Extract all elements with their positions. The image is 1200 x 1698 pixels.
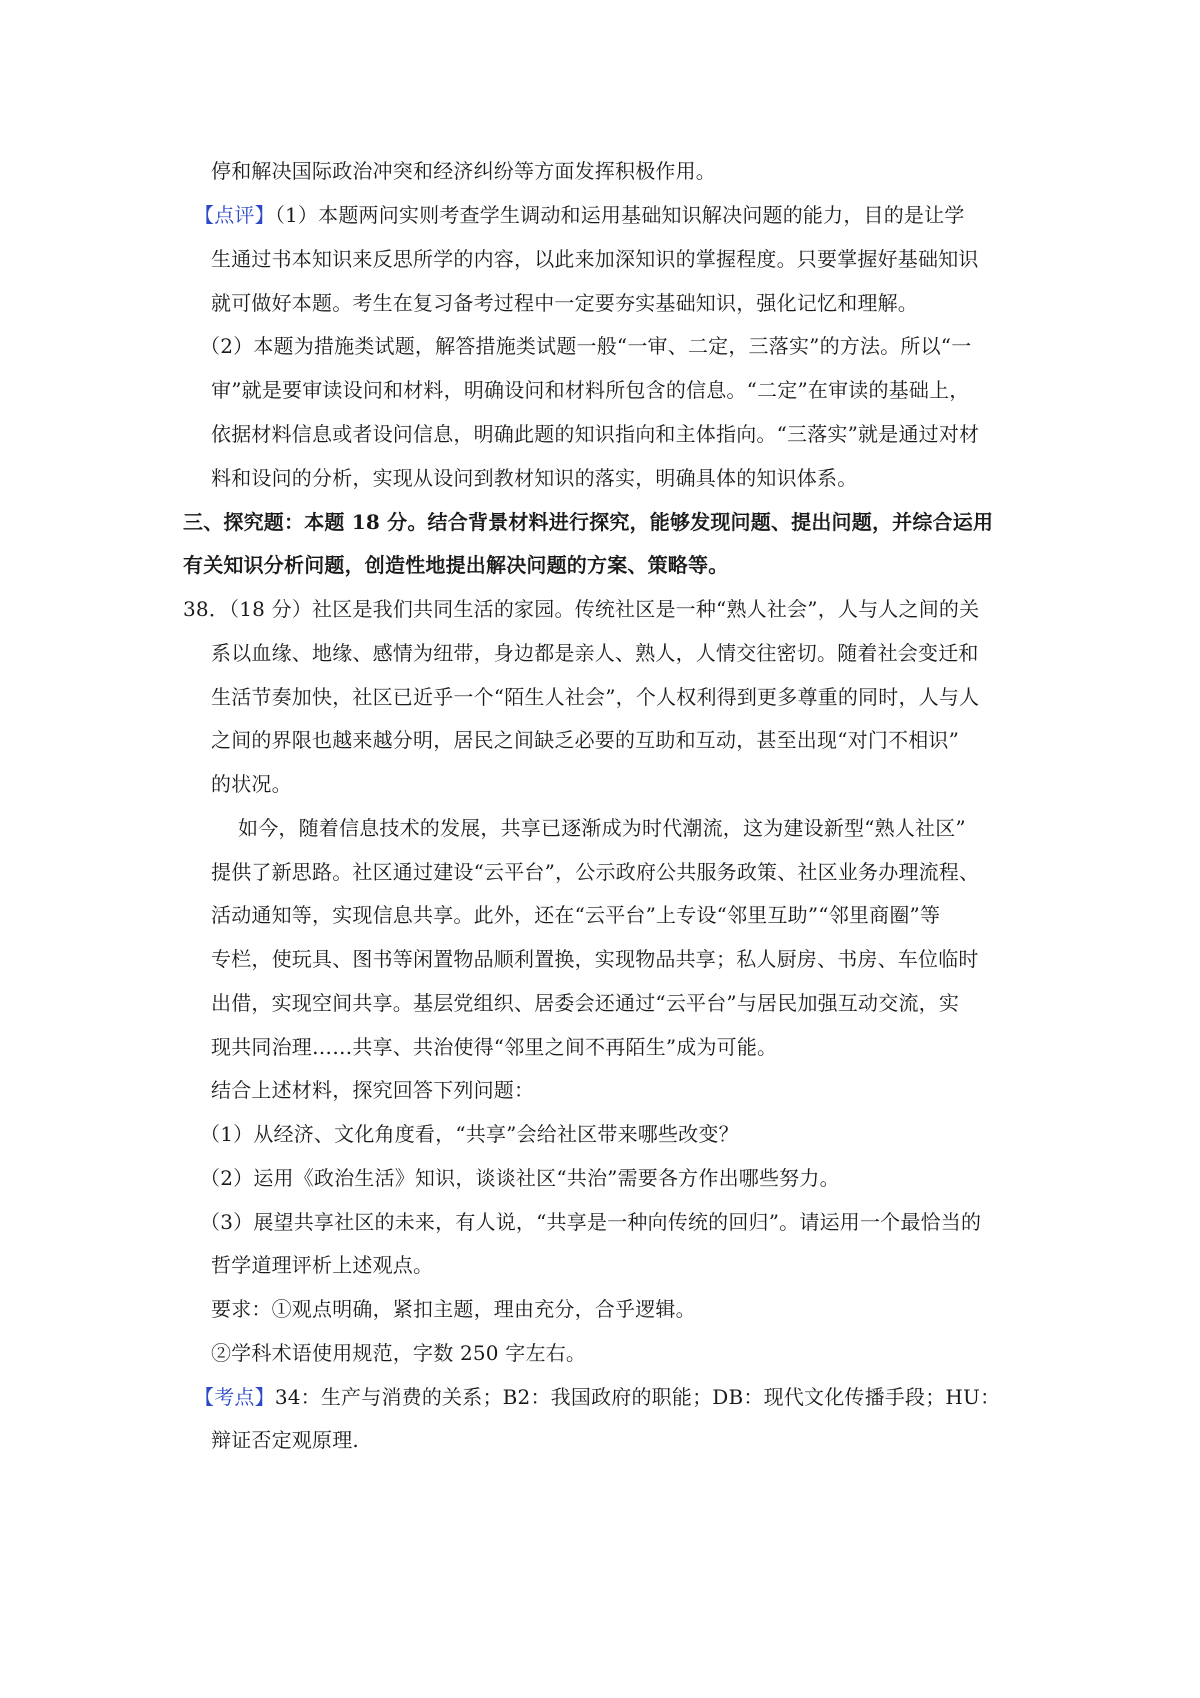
text-line: 结合上述材料，探究回答下列问题：	[211, 1078, 535, 1102]
comment-tag: 【点评】	[194, 203, 275, 227]
text-line: 现共同治理……共享、共治使得“邻里之间不再陌生”成为可能。	[211, 1035, 778, 1059]
text-line: 料和设问的分析，实现从设问到教材知识的落实，明确具体的知识体系。	[211, 466, 858, 490]
knowledge-point-tag: 【考点】	[194, 1385, 275, 1409]
text-line: 哲学道理评析上述观点。	[211, 1253, 434, 1277]
text-line: 依据材料信息或者设问信息，明确此题的知识指向和主体指向。“三落实”就是通过对材	[211, 422, 980, 446]
section-heading: 三、探究题：本题 18 分。结合背景材料进行探究，能够发现问题、提出问题，并综合运用	[183, 510, 994, 534]
requirement-line: ②学科术语使用规范，字数 250 字左右。	[211, 1341, 587, 1365]
text-line: 系以血缘、地缘、感情为纽带，身边都是亲人、熟人，人情交往密切。随着社会变迁和	[211, 641, 979, 665]
text-line: 出借，实现空间共享。基层党组织、居委会还通过“云平台”与居民加强互动交流，实	[211, 991, 960, 1015]
knowledge-point-line: 【考点】34：生产与消费的关系；B2：我国政府的职能；DB：现代文化传播手段；HU：	[194, 1385, 1001, 1409]
text-line: 之间的界限也越来越分明，居民之间缺乏必要的互助和互动，甚至出现“对门不相识”	[211, 728, 960, 752]
text-line: 活动通知等，实现信息共享。此外，还在“云平台”上专设“邻里互助”“邻里商圈”等	[211, 903, 941, 927]
sub-question: （1）从经济、文化角度看，“共享”会给社区带来哪些改变？	[200, 1122, 739, 1146]
section-heading: 有关知识分析问题，创造性地提出解决问题的方案、策略等。	[183, 553, 729, 577]
text-line: 专栏，使玩具、图书等闲置物品顺利置换，实现物品共享；私人厨房、书房、车位临时	[211, 947, 979, 971]
requirement-line: 要求：①观点明确，紧扣主题，理由充分，合乎逻辑。	[211, 1297, 696, 1321]
text-line: 提供了新思路。社区通过建设“云平台”，公示政府公共服务政策、社区业务办理流程、	[211, 860, 980, 884]
text-line: 如今，随着信息技术的发展，共享已逐渐成为时代潮流，这为建设新型“熟人社区”	[238, 816, 966, 840]
text-line: （2）本题为措施类试题，解答措施类试题一般“一审、二定，三落实”的方法。所以“一	[200, 334, 972, 358]
text-line: 停和解决国际政治冲突和经济纠纷等方面发挥积极作用。	[211, 159, 716, 183]
text-line: 辩证否定观原理.	[211, 1428, 359, 1452]
text-line: 就可做好本题。考生在复习备考过程中一定要夯实基础知识，强化记忆和理解。	[211, 291, 918, 315]
comment-line: 【点评】（1）本题两问实则考查学生调动和运用基础知识解决问题的能力，目的是让学	[194, 203, 965, 227]
text-line: 生活节奏加快，社区已近乎一个“陌生人社会”，个人权利得到更多尊重的同时，人与人	[211, 685, 980, 709]
text-line: 审”就是要审读设问和材料，明确设问和材料所包含的信息。“二定”在审读的基础上，	[211, 378, 970, 402]
sub-question: （2）运用《政治生活》知识，谈谈社区“共治”需要各方作出哪些努力。	[200, 1166, 840, 1190]
text-line: 的状况。	[211, 772, 292, 796]
question-line: 38．（18 分）社区是我们共同生活的家园。传统社区是一种“熟人社会”，人与人之间的关	[183, 597, 980, 621]
sub-question: （3）展望共享社区的未来，有人说，“共享是一种向传统的回归”。请运用一个最恰当的	[200, 1210, 982, 1234]
text-line: 生通过书本知识来反思所学的内容，以此来加深知识的掌握程度。只要掌握好基础知识	[211, 247, 979, 271]
